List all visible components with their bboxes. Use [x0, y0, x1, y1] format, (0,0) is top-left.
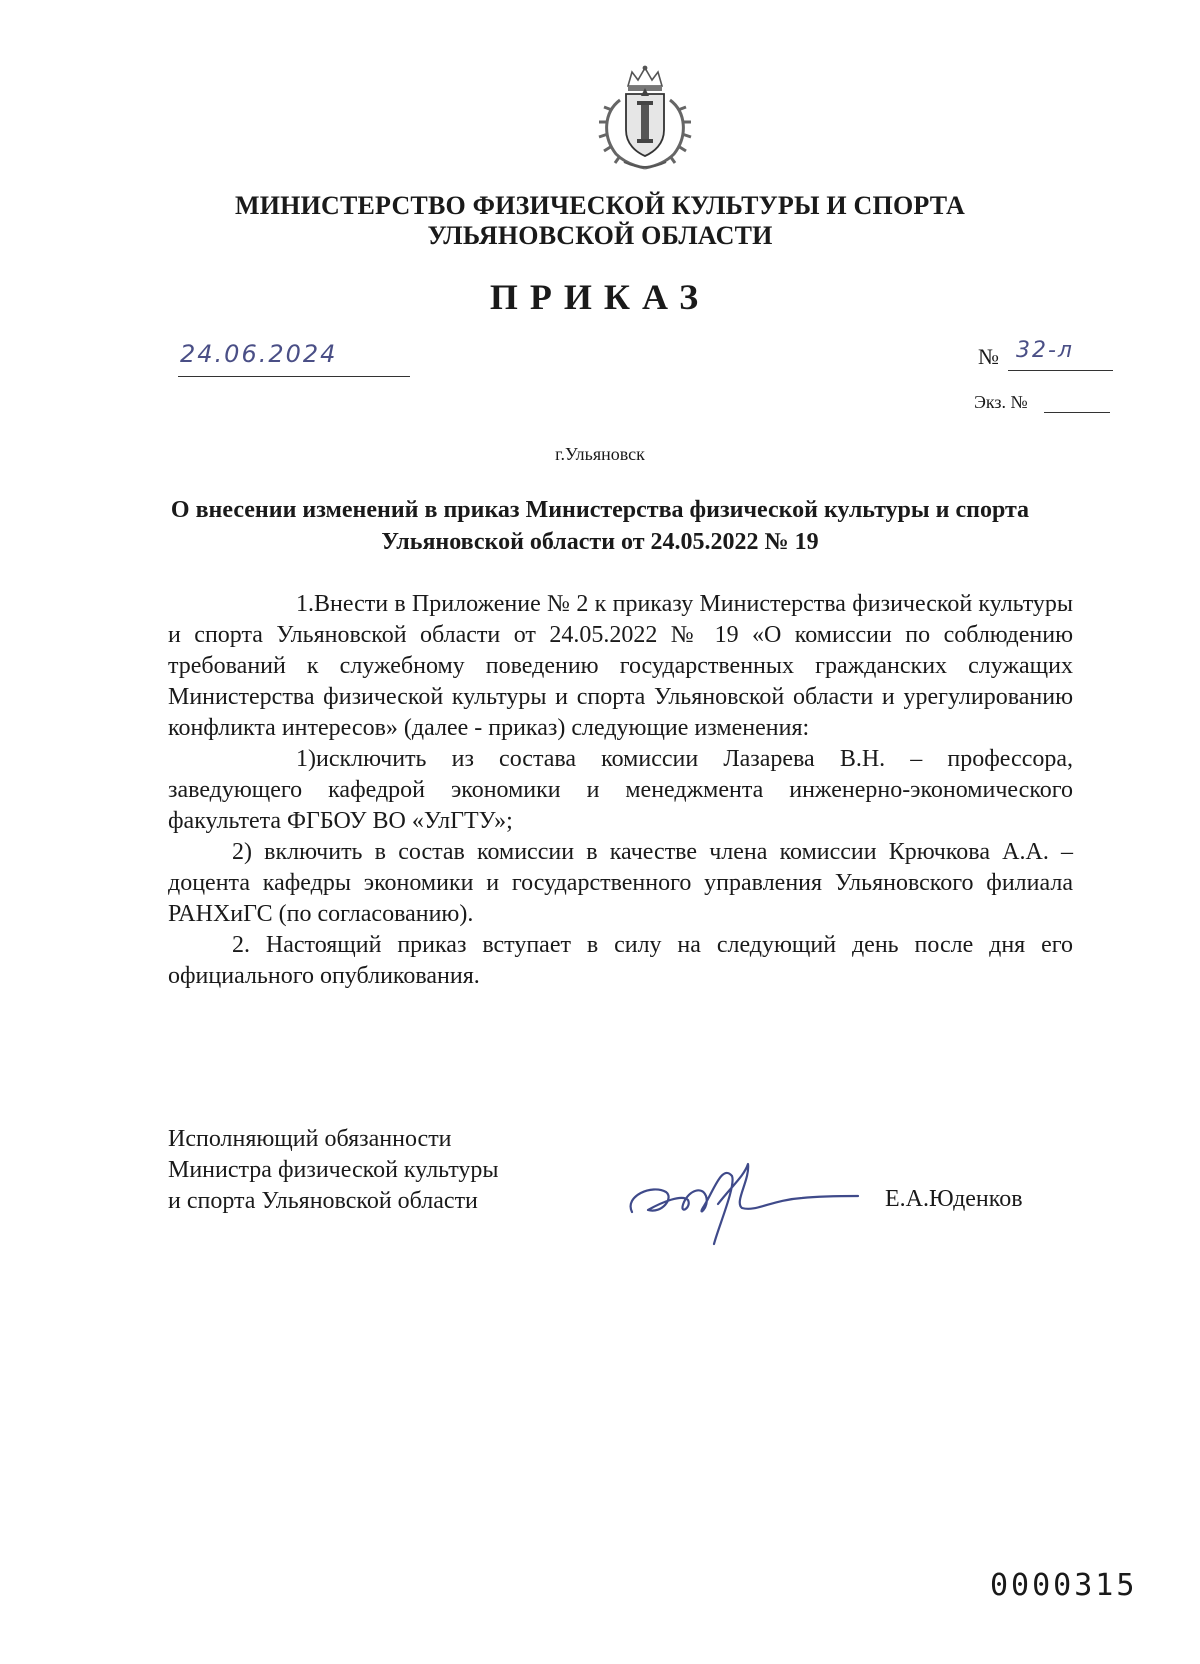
- copy-number-line: [1044, 412, 1110, 413]
- order-body: [168, 589, 1073, 992]
- item-1: [168, 589, 1073, 744]
- subitem-1-text: исключить из состава комиссии Лазарева В.Н. – профессора, заведующего кафедрой экономики и менеджмента инженерно-экономического факультета ФГБОУ ВО «УлГТУ»;: [168, 746, 1073, 834]
- city-name: г.Ульяновск: [555, 444, 645, 464]
- order-subject: О внесении изменений в приказ Министерства физической культуры и спорта Ульяновской области от 24.05.2022 № 19: [170, 497, 1030, 555]
- subitem-1: [168, 744, 1073, 837]
- ministry-name-line2: УЛЬЯНОВСКОЙ ОБЛАСТИ: [427, 221, 773, 250]
- signatory-title: [168, 1124, 499, 1217]
- number-label: №: [978, 344, 999, 369]
- number-handwritten: 32-л: [1016, 338, 1074, 363]
- item-2: 2. Настоящий приказ вступает в силу на следующий день после дня его официального опубликования.: [168, 932, 1073, 989]
- item-1-text: Внести в Приложение № 2 к приказу Министерства физической культуры и спорта Ульяновской области от 24.05.2022 № 19 «О комиссии по соблюдению требований к служебному поведению государственных гражданских служащих Министерства физической культуры и спорта Ульяновской области и урегулированию конфликта интересов» (далее - приказ) следующие изменения:: [168, 591, 1073, 741]
- subitem-2: 2) включить в состав комиссии в качестве члена комиссии Крючкова А.А. – доцента кафедры экономики и государственного управления Ульяновского филиала РАНХиГС (по согласованию).: [168, 839, 1073, 927]
- signatory-name: Е.А.Юденков: [885, 1186, 1023, 1212]
- signatory-title-line2: Министра физической культуры: [168, 1157, 499, 1183]
- number-field: [1008, 338, 1113, 371]
- handwritten-signature: [622, 1156, 862, 1248]
- item-1-marker: 1.: [296, 591, 314, 617]
- subitem-1-marker: 1): [296, 746, 316, 772]
- date-field: [178, 340, 410, 377]
- serial-number: 0000315: [990, 1568, 1138, 1603]
- document-type-title: ПРИКАЗ: [489, 277, 711, 317]
- signatory-title-line1: Исполняющий обязанности: [168, 1126, 452, 1152]
- signatory-title-line3: и спорта Ульяновской области: [168, 1188, 478, 1214]
- ministry-name-line1: МИНИСТЕРСТВО ФИЗИЧЕСКОЙ КУЛЬТУРЫ И СПОРТА: [234, 191, 965, 220]
- date-handwritten: 24.06.2024: [180, 340, 338, 368]
- coat-of-arms-emblem: [590, 64, 700, 172]
- copy-number-label: Экз. №: [974, 392, 1028, 412]
